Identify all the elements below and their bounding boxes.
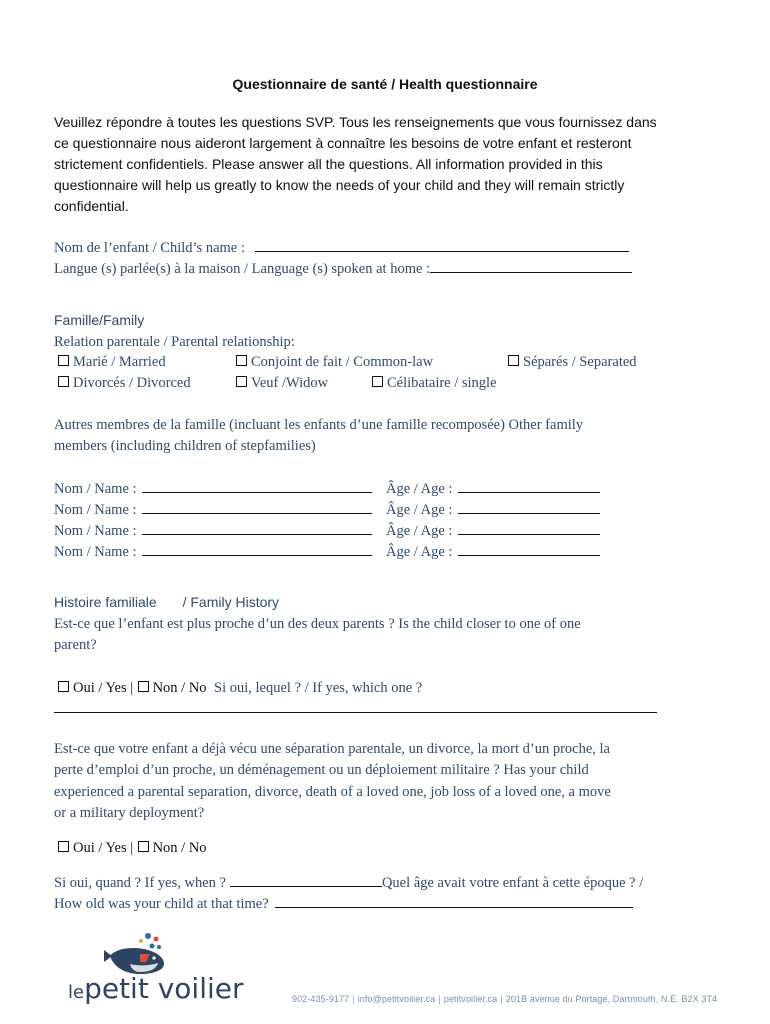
child-name-label: Nom de l’enfant / Child’s name : — [54, 240, 245, 256]
language-field[interactable] — [430, 260, 632, 273]
option-common-law[interactable] — [236, 354, 433, 371]
option-married[interactable] — [58, 354, 166, 371]
checkbox-separated[interactable] — [508, 355, 519, 366]
checkbox-yes[interactable] — [58, 841, 69, 852]
intro-line: confidential. — [54, 198, 129, 214]
separation-question-line: or a military deployment? — [54, 805, 205, 821]
member-name-field[interactable] — [142, 501, 372, 514]
member-age-field[interactable] — [458, 480, 600, 493]
member-name-label: Nom / Name : — [54, 544, 137, 560]
checkbox-married[interactable] — [58, 355, 69, 366]
intro-line: Veuillez répondre à toutes les questions SVP. Tous les renseignements que vous fournissez dans — [54, 114, 657, 130]
member-name-field[interactable] — [142, 543, 372, 556]
option-divorced-label: Divorcés / Divorced — [73, 375, 191, 391]
footer-phone: 902-435-9177 — [292, 994, 350, 1004]
footer-separator: | — [438, 994, 441, 1004]
whale-logo-icon — [96, 930, 172, 976]
member-name-label: Nom / Name : — [54, 481, 137, 497]
member-age-row — [386, 543, 600, 561]
option-divorced[interactable] — [58, 375, 191, 392]
closer-question-line: parent? — [54, 637, 97, 653]
separation-question-line: experienced a parental separation, divorce, death of a loved one, job loss of a loved one, a move — [54, 784, 611, 800]
footer-email-link[interactable]: info@petitvoilier.ca — [357, 994, 436, 1004]
page-title: Questionnaire de santé / Health questionnaire — [232, 76, 538, 92]
member-row — [54, 480, 372, 498]
option-common-law-label: Conjoint de fait / Common-law — [251, 354, 434, 370]
child-name-field[interactable] — [255, 239, 629, 252]
when-field[interactable] — [230, 874, 382, 887]
how-old-row — [54, 895, 633, 913]
no-label: Non / No — [152, 680, 207, 696]
language-label: Langue (s) parlée(s) à la maison / Language (s) spoken at home : — [54, 261, 431, 277]
parental-relationship-label: Relation parentale / Parental relationship: — [54, 334, 295, 350]
option-single-label: Célibataire / single — [387, 375, 497, 391]
option-widow-label: Veuf /Widow — [251, 375, 329, 391]
other-members-line: members (including children of stepfamilies) — [54, 438, 316, 454]
family-heading: Famille/Family — [54, 312, 145, 328]
option-separated-label: Séparés / Separated — [523, 354, 637, 370]
member-age-field[interactable] — [458, 543, 600, 556]
when-row — [54, 874, 643, 892]
which-one-label: Si oui, lequel ? / If yes, which one ? — [214, 680, 423, 696]
logo-le: le — [68, 982, 85, 1003]
footer-separator: | — [500, 994, 503, 1004]
member-name-label: Nom / Name : — [54, 523, 137, 539]
option-married-label: Marié / Married — [73, 354, 166, 370]
intro-line: ce questionnaire nous aideront largement à connaître les besoins de votre enfant et resteront — [54, 135, 632, 151]
option-widow[interactable] — [236, 375, 328, 392]
when-label: Si oui, quand ? If yes, when ? — [54, 875, 226, 891]
child-name-row — [54, 239, 629, 257]
checkbox-widow[interactable] — [236, 376, 247, 387]
separation-question-line: Est-ce que votre enfant a déjà vécu une séparation parentale, un divorce, la mort d’un proche, la — [54, 741, 610, 757]
member-row — [54, 522, 372, 540]
language-row — [54, 260, 632, 278]
footer-address: 201B avenue du Portage, Dartmouth, N.É. B2X 3T4 — [505, 994, 718, 1004]
history-heading-fr: Histoire familiale — [54, 594, 157, 610]
intro-paragraph — [54, 112, 694, 217]
member-age-label: Âge / Age : — [386, 523, 453, 539]
checkbox-common-law[interactable] — [236, 355, 247, 366]
checkbox-divorced[interactable] — [58, 376, 69, 387]
footer-separator: | — [352, 994, 355, 1004]
history-heading-en: / Family History — [182, 594, 280, 610]
option-separated[interactable] — [508, 354, 637, 371]
member-age-row — [386, 522, 600, 540]
member-age-field[interactable] — [458, 501, 600, 514]
no-label: Non / No — [152, 840, 207, 856]
member-age-row — [386, 480, 600, 498]
which-one-field[interactable] — [54, 712, 657, 713]
member-age-label: Âge / Age : — [386, 502, 453, 518]
member-name-field[interactable] — [142, 480, 372, 493]
checkbox-no[interactable] — [138, 841, 149, 852]
checkbox-single[interactable] — [372, 376, 383, 387]
separation-answer-row — [58, 839, 207, 857]
age-then-label: Quel âge avait votre enfant à cette époque ? / — [381, 875, 644, 891]
family-history-heading — [54, 594, 279, 610]
member-name-field[interactable] — [142, 522, 372, 535]
option-single[interactable] — [372, 375, 497, 392]
logo-name: petit voilier — [84, 972, 244, 1005]
member-age-label: Âge / Age : — [386, 481, 453, 497]
checkbox-yes[interactable] — [58, 681, 69, 692]
checkbox-no[interactable] — [138, 681, 149, 692]
yes-label: Oui / Yes | — [73, 680, 134, 696]
intro-line: questionnaire will help us greatly to know the needs of your child and they will remain strictly — [54, 177, 625, 193]
member-age-row — [386, 501, 600, 519]
footer-contact — [292, 994, 717, 1004]
member-name-label: Nom / Name : — [54, 502, 137, 518]
separation-question-line: perte d’emploi d’un proche, un déménagement ou un déploiement militaire ? Has your child — [54, 762, 589, 778]
how-old-field[interactable] — [275, 895, 633, 908]
closer-answer-row — [58, 679, 422, 697]
member-row — [54, 543, 372, 561]
member-age-label: Âge / Age : — [386, 544, 453, 560]
closer-question-line: Est-ce que l’enfant est plus proche d’un des deux parents ? Is the child closer to one of one — [54, 616, 581, 632]
member-age-field[interactable] — [458, 522, 600, 535]
intro-line: strictement confidentiels. Please answer all the questions. All information provided in this — [54, 156, 603, 172]
other-members-line: Autres membres de la famille (incluant les enfants d’une famille recomposée) Other family — [54, 417, 584, 433]
how-old-label: How old was your child at that time? — [54, 896, 269, 912]
logo-wordmark — [68, 972, 244, 1005]
footer-website-link[interactable]: petitvoilier.ca — [443, 994, 498, 1004]
member-row — [54, 501, 372, 519]
yes-label: Oui / Yes | — [73, 840, 134, 856]
